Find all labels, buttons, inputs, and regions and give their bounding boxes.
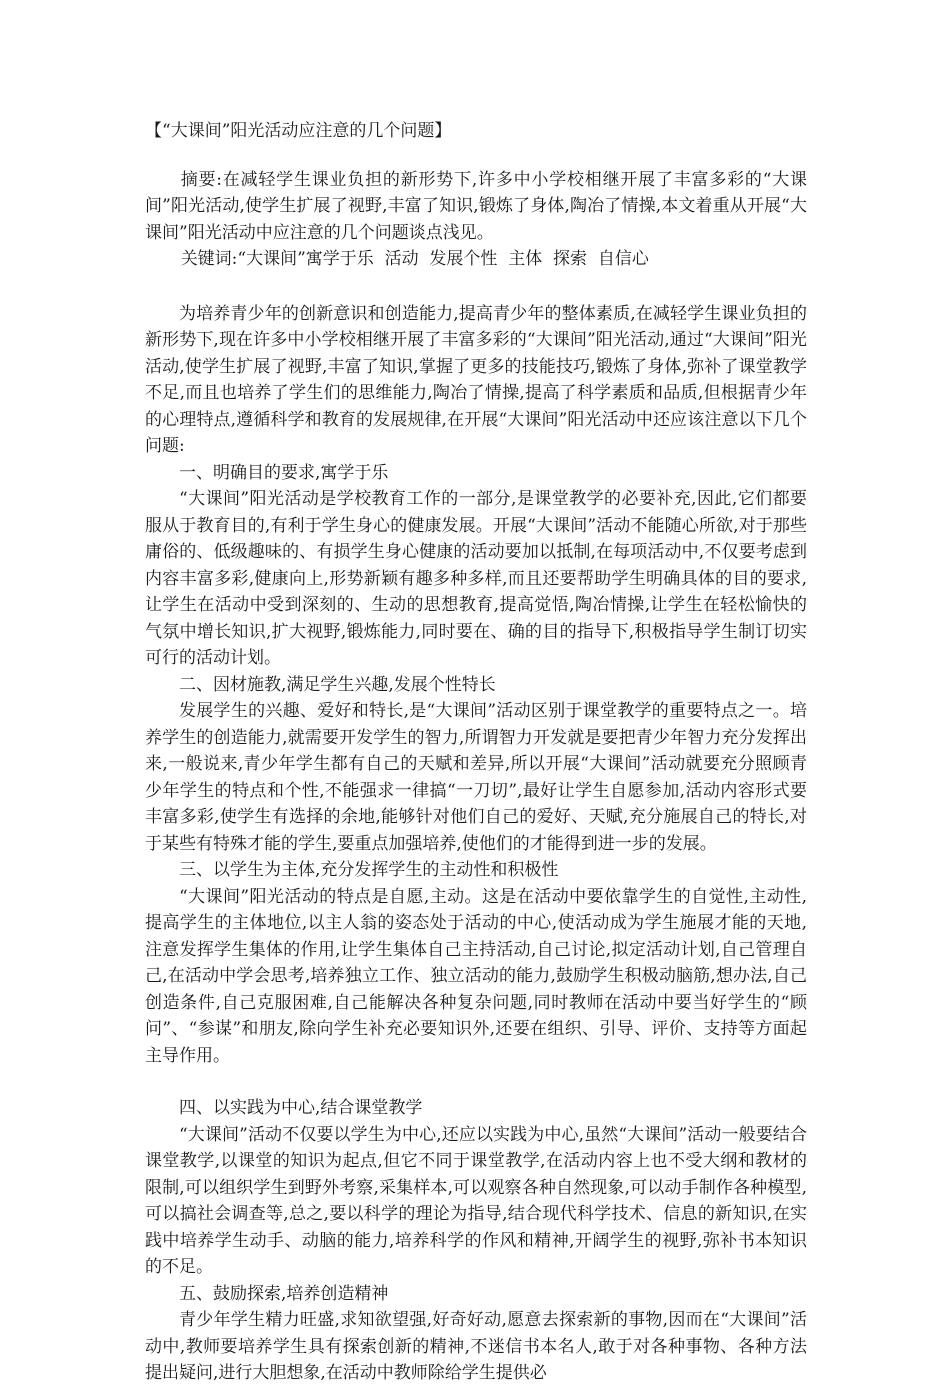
section-body-5: 青少年学生精力旺盛,求知欲望强,好奇好动,愿意去探索新的事物,因而在“大课间”活动中,教师要培养学生具有探索创新的精神,不迷信书本名人,敢于对各种事物、各种方法提出疑问,进行大胆想象,在活动中教师除给学生提供必 (145, 1310, 807, 1383)
section-body-2: 发展学生的兴趣、爱好和特长,是“大课间”活动区别于课堂教学的重要特点之一。培养学生的创造能力,就需要开发学生的智力,所谓智力开发就是要把青少年智力充分发挥出来,一般说来,青少年学生都有自己的天赋和差异,所以开展“大课间”活动就要充分照顾青少年学生的特点和个性,不能强求一律搞“一刀切”,最好让学生自愿参加,活动内容形式要丰富多彩,使学生有选择的余地,能够针对他们自己的爱好、天赋,充分施展自己的特长,对于某些有特殊才能的学生,要重点加强培养,使他们的才能得到进一步的发展。 (145, 701, 807, 854)
section-heading-4: 四、以实践为中心,结合课堂教学 (179, 1098, 423, 1118)
section-heading-3: 三、以学生为主体,充分发挥学生的主动性和积极性 (179, 860, 559, 880)
keywords-line: 关键词:“大课间”寓学于乐 活动 发展个性 主体 探索 自信心 (180, 249, 649, 269)
section-heading-2: 二、因材施教,满足学生兴趣,发展个性特长 (179, 674, 496, 695)
section-heading-1: 一、明确目的要求,寓学于乐 (179, 462, 389, 483)
section-body-1: “大课间”阳光活动是学校教育工作的一部分,是课堂教学的必要补充,因此,它们都要服从于教育目的,有利于学生身心的健康发展。开展“大课间”活动不能随心所欲,对于那些庸俗的、低级趣味的、有损学生身心健康的活动要加以抵制,在每项活动中,不仅要考虑到内容丰富多彩,健康向上,形势新颖有趣多种多样,而且还要帮助学生明确具体的目的要求,让学生在活动中受到深刻的、生动的思想教育,提高觉悟,陶冶情操,让学生在轻松愉快的气氛中增长知识,扩大视野,锻炼能力,同时要在、确的目的指导下,积极指导学生制订切实可行的活动计划。 (145, 489, 807, 668)
intro-paragraph: 为培养青少年的创新意识和创造能力,提高青少年的整体素质,在减轻学生课业负担的新形势下,现在许多中小学校相继开展了丰富多彩的“大课间”阳光活动,通过“大课间”阳光活动,使学生扩展了视野,丰富了知识,掌握了更多的技能技巧,锻炼了身体,弥补了课堂教学不足,而且也培养了学生们的思维能力,陶冶了情操,提高了科学素质和品质,但根据青少年的心理特点,遵循科学和教育的发展规律,在开展“大课间”阳光活动中还应该注意以下几个问题: (145, 303, 807, 456)
section-body-4: “大课间”活动不仅要以学生为中心,还应以实践为中心,虽然“大课间”活动一般要结合课堂教学,以课堂的知识为起点,但它不同于课堂教学,在活动内容上也不受大纲和教材的限制,可以组织学生到野外考察,采集样本,可以观察各种自然现象,可以动手制作各种模型,可以搞社会调查等,总之,要以科学的理论为指导,结合现代科学技术、信息的新知识,在实践中培养学生动手、动脑的能力,培养科学的作风和精神,开阔学生的视野,弥补书本知识的不足。 (145, 1124, 807, 1277)
paragraph-gap (145, 1069, 807, 1095)
abstract-paragraph: 摘要:在减轻学生课业负担的新形势下,许多中小学校相继开展了丰富多彩的“大课间”阳光活动,使学生扩展了视野,丰富了知识,锻炼了身体,陶冶了情操,本文着重从开展“大课间”阳光活动中应注意的几个问题谈点浅见。 (145, 169, 807, 243)
document-title: 【“大课间”阳光活动应注意的几个问题】 (145, 121, 452, 141)
section-heading-5: 五、鼓励探索,培养创造精神 (179, 1283, 389, 1304)
document-page (145, 118, 807, 1387)
section-body-3: “大课间”阳光活动的特点是自愿,主动。这是在活动中要依靠学生的自觉性,主动性,提高学生的主体地位,以主人翁的姿态处于活动的中心,使活动成为学生施展才能的天地,注意发挥学生集体的作用,让学生集体自己主持活动,自己讨论,拟定活动计划,自己管理自己,在活动中学会思考,培养独立工作、独立活动的能力,鼓励学生积极动脑筋,想办法,自己创造条件,自己克服困难,自己能解决各种复杂问题,同时教师在活动中要当好学生的“顾问”、“参谋”和朋友,除向学生补充必要知识外,还要在组织、引导、评价、支持等方面起主导作用。 (145, 886, 807, 1066)
